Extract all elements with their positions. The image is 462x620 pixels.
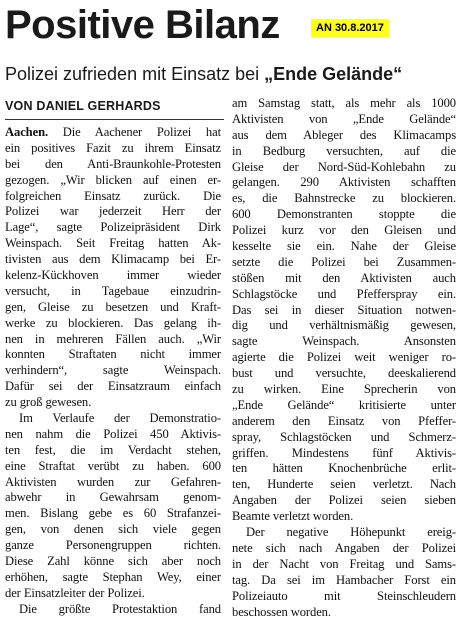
text-line: Die größte Protestaktion fand (5, 602, 221, 618)
text-line: griffen. Mindestens fünf Aktivis- (232, 446, 456, 462)
date-badge: AN 30.8.2017 (311, 19, 389, 37)
headline: Positive Bilanz (5, 2, 280, 48)
text-line: eine Straftat verübt zu haben. 600 (5, 459, 221, 475)
subheadline-lead: Polizei zufrieden mit Einsatz bei (5, 64, 264, 84)
text-line: Das sei in dieser Situation notwen- (232, 303, 456, 319)
text-line: bei den Anti-Braunkohle-Protesten (5, 157, 221, 173)
text-line: stößen mit den Aktivisten auch (232, 271, 456, 287)
text-line: Der negative Höhepunkt ereig- (232, 525, 456, 541)
text-line: gen, von denen sich viele gegen (5, 522, 221, 538)
text-line: tivisten aus dem Klimacamp bei Er- (5, 252, 221, 268)
text-line: Aktivisten von „Ende Gelände“ (232, 112, 456, 128)
text-line: erhöhen, sagte Stephan Wey, einer (5, 570, 221, 586)
text-line: Polizei war jederzeit Herr der (5, 204, 221, 220)
dateline: Aachen. (5, 125, 48, 139)
text-line: setzte die Polizei bei Zusammen- (232, 255, 456, 271)
text-line: verhindern“, sagte Weinspach. (5, 363, 221, 379)
text-line: zu groß gewesen. (5, 395, 221, 411)
text-line: Beamte verletzt worden. (232, 509, 456, 525)
article-column-left (5, 125, 221, 618)
text-line: versucht, in Tagebaue einzudrin- (5, 284, 221, 300)
text-line: am Samstag statt, als mehr als 1000 (232, 96, 456, 112)
text-line (5, 125, 221, 141)
text-line: „Ende Gelände“ kritisierte unter (232, 398, 456, 414)
text-line: Im Verlaufe der Demonstratio- (5, 411, 221, 427)
text-line: spray, Schlagstöcken und Schmerz- (232, 430, 456, 446)
text-line: nen in mehreren Fällen auch. „Wir (5, 332, 221, 348)
subheadline (5, 62, 402, 86)
text-line: Aktivisten wurden zur Gefahren- (5, 475, 221, 491)
text-line: nen nahm die Polizei 450 Aktivis- (5, 427, 221, 443)
text-line: Weinspach. Seit Freitag hatten Ak- (5, 236, 221, 252)
text-line: Gleise der Nord-Süd-Kohlebahn zu (232, 160, 456, 176)
text-line: beschossen worden. (232, 605, 456, 620)
text-line: gen, Gleise zu besetzen und Kraft- (5, 300, 221, 316)
text-line: gelangen. 290 Aktivisten schafften (232, 175, 456, 191)
text-line-rest: Die Aachener Polizei hat (48, 125, 221, 139)
text-line: kelenz-Kückhoven immer wieder (5, 268, 221, 284)
text-line: agierte die Polizei weit weniger ro- (232, 350, 456, 366)
text-line: 600 Demonstranten stoppte die (232, 207, 456, 223)
text-line: kesselte sie ein. Nahe der Gleise (232, 239, 456, 255)
text-line: ten fest, die im Verdacht stehen, (5, 443, 221, 459)
text-line: men. Bislang gebe es 60 Strafanzei- (5, 506, 221, 522)
text-line: Polizei kurz vor den Gleisen und (232, 223, 456, 239)
article-column-right (232, 96, 456, 620)
text-line: folgreichen Einsatz zurück. Die (5, 189, 221, 205)
text-line: es, die Bahnstrecke zu blockieren. (232, 191, 456, 207)
text-line: Lage“, sagte Polizeipräsident Dirk (5, 220, 221, 236)
text-line: ganze Personengruppen richten. (5, 538, 221, 554)
text-line: Diese Zahl könne sich aber noch (5, 554, 221, 570)
text-line: dig und verhältnismäßig gewesen, (232, 318, 456, 334)
text-line: Schlagstöcke und Pfefferspray ein. (232, 287, 456, 303)
text-line: der Einsatzleiter der Polizei. (5, 586, 221, 602)
text-line: nete sich nach Angaben der Polizei (232, 541, 456, 557)
text-line: anderem den Einsatz von Pfeffer- (232, 414, 456, 430)
text-line: ein positives Fazit zu ihrem Einsatz (5, 141, 221, 157)
text-line: aus dem Ableger des Klimacamps (232, 128, 456, 144)
subheadline-emphasis: „Ende Gelände“ (264, 64, 402, 84)
text-line: Polizeiauto mit Steinschleudern (232, 589, 456, 605)
text-line: gezogen. „Wir blicken auf einen er- (5, 173, 221, 189)
text-line: Dafür sei der Einsatzraum einfach (5, 379, 221, 395)
text-line: sagte Weinspach. Ansonsten (232, 334, 456, 350)
text-line: Angaben der Polizei seien sieben (232, 493, 456, 509)
text-line: tag. Da sei im Hambacher Forst ein (232, 573, 456, 589)
text-line: in Bedburg versuchten, auf die (232, 144, 456, 160)
text-line: ten hätten Knochenbrüche erlit- (232, 461, 456, 477)
text-line: bust und versuchte, deeskalierend (232, 366, 456, 382)
text-line: in der Nacht von Freitag und Sams- (232, 557, 456, 573)
text-line: abwehr in Gewahrsam genom- (5, 490, 221, 506)
text-line: zu wirken. Eine Sprecherin von (232, 382, 456, 398)
byline: VON DANIEL GERHARDS (5, 97, 224, 120)
text-line: werke zu blockieren. Das gelang ih- (5, 316, 221, 332)
text-line: konnten Straftaten nicht immer (5, 347, 221, 363)
text-line: ten, Hunderte seien verletzt. Nach (232, 477, 456, 493)
